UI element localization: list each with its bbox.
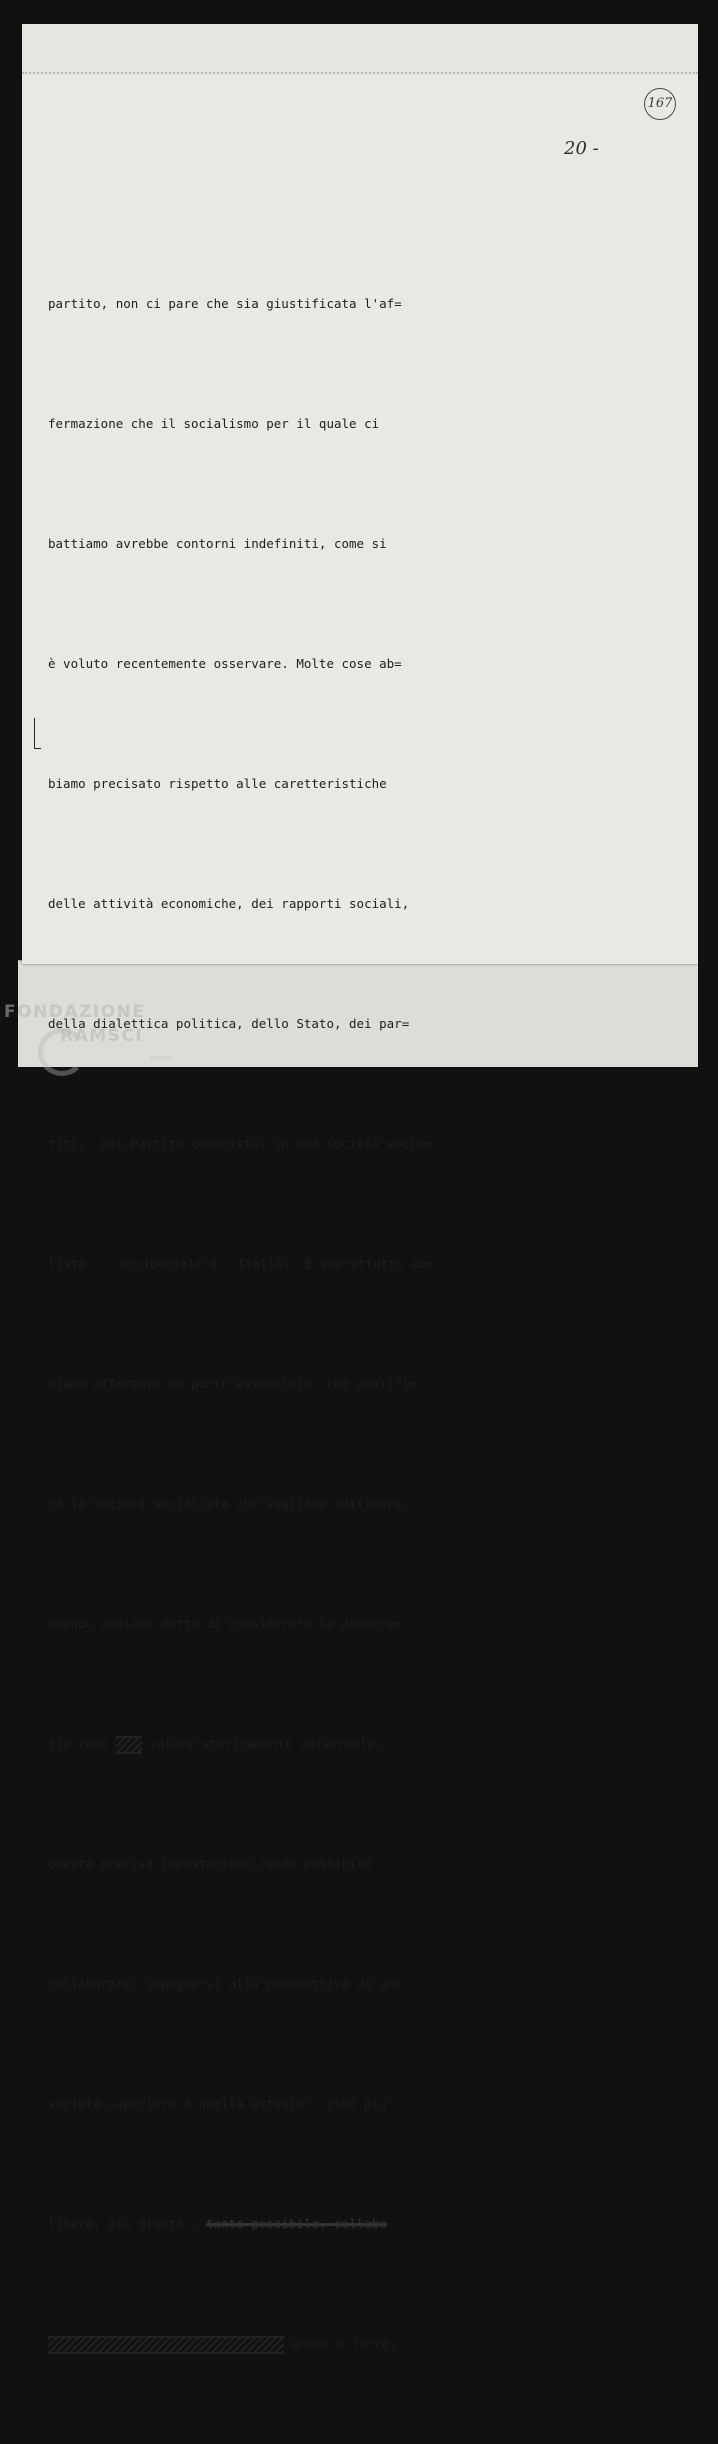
handwritten-insertion: e <box>93 1136 101 1151</box>
archive-number-stamp: 167 <box>644 88 676 120</box>
text-line: della dialettica politica, dello Stato, dei par= <box>48 1016 410 1031</box>
handwritten-insertion: in <box>225 1256 238 1271</box>
text-line: battiamo avrebbe contorni indefiniti, come si <box>48 536 387 551</box>
page-top-band <box>22 24 698 74</box>
page-number: 20 - <box>564 138 599 159</box>
text-line: partito, non ci pare che sia giustificata l'af= <box>48 296 402 311</box>
text-line: fermazione che il socialismo per il quale ci <box>48 416 380 431</box>
typewritten-body <box>48 204 468 2444</box>
margin-bracket-mark <box>34 718 41 749</box>
text-line: biamo affermato un punto essenziale, che qualifi= <box>48 1376 417 1391</box>
text-line: collaborare, impegnarsi alla prospettiva di una <box>48 1976 402 1991</box>
crossed-out-line <box>48 2336 284 2354</box>
text-line: quando abbiamo detto di considerare la democra= <box>48 1616 402 1631</box>
text-line: biamo precisato rispetto alle caretteristiche <box>48 776 387 791</box>
text-line: delle attività economiche, dei rapporti sociali, <box>48 896 410 911</box>
handwritten-insertion: nell' <box>93 1256 121 1271</box>
fondazione-gramsci-watermark: FONDAZIONE RAMSCI online <box>4 1002 184 1046</box>
struck-through-text: tanto possibile. collabo <box>206 2216 387 2231</box>
text-line: è voluto recentemente osservare. Molte cose ab= <box>48 656 402 671</box>
text-line: zia come valore storicamente universale. <box>48 1724 468 1764</box>
text-line: Questa precisa impostazione rende possibile <box>48 1856 372 1871</box>
text-line: lista nell'occidentale e inItalia. E soprattutto ab= <box>48 1256 434 1271</box>
text-line: società superiore a quella attuale: ecioè più <box>48 2096 387 2111</box>
text-line: anche a forze, <box>48 2324 468 2364</box>
crossed-out-word <box>116 1736 142 1754</box>
text-line: libera, più giusta ) tanto possibile. collabo <box>48 2216 387 2231</box>
text-line: titi, edel Partito comunista, in una società socia= <box>48 1136 432 1151</box>
text-line: ca la società socialista che vogliamo edificare, <box>48 1496 410 1511</box>
watermark-g-logo-icon <box>38 1028 86 1076</box>
handwritten-insertion: e <box>318 2096 327 2111</box>
